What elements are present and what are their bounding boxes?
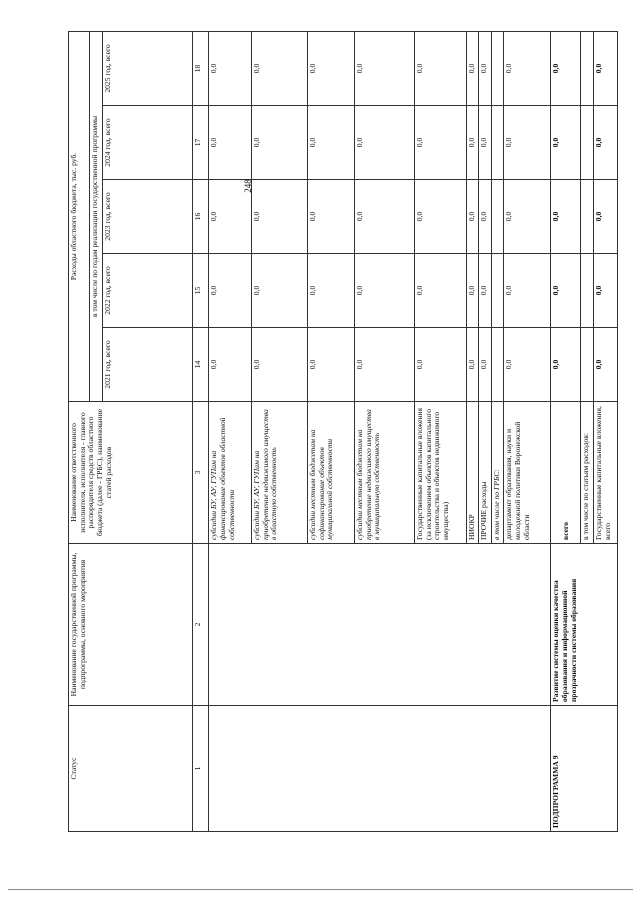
row-value (581, 180, 594, 254)
table-row (209, 31, 252, 831)
row-value: 0,0 (466, 180, 479, 254)
row-label: Государственные капитальные вложения (за исключением объектов капитального строительства и объектов недвижимого имущества) (415, 402, 466, 544)
row-value: 0,0 (415, 254, 466, 328)
row-value: 0,0 (466, 254, 479, 328)
subprogram-row (551, 31, 581, 831)
row-value: 0,0 (307, 31, 354, 105)
row-value: 0,0 (504, 31, 551, 105)
row-value: 0,0 (594, 106, 618, 180)
header-year-2021: 2021 год, всего (103, 328, 193, 402)
row-value (581, 106, 594, 180)
row-value: 0,0 (551, 31, 581, 105)
row-value: 0,0 (466, 328, 479, 402)
page-number: 248 (243, 179, 253, 193)
status-cell-empty (209, 706, 551, 832)
row-label: в том числе по ГРБС: (491, 402, 504, 544)
row-value (491, 106, 504, 180)
row-value: 0,0 (504, 254, 551, 328)
header-name: Наименование государственной программы, подпрограммы, основного мероприятия (69, 544, 193, 706)
row-value: 0,0 (307, 180, 354, 254)
row-value: 0,0 (307, 106, 354, 180)
row-value: 0,0 (551, 254, 581, 328)
row-value (581, 328, 594, 402)
row-label: субсидии БУ, АУ, ГУПам на приобретение недвижимого имущества в областную собственность (252, 402, 308, 544)
row-value (581, 31, 594, 105)
row-value: 0,0 (307, 328, 354, 402)
row-value: 0,0 (209, 31, 252, 105)
row-value: 0,0 (415, 328, 466, 402)
row-value: 0,0 (479, 180, 492, 254)
row-label: в том числе по статьям расходов: (581, 402, 594, 544)
row-value (491, 328, 504, 402)
row-value: 0,0 (355, 328, 415, 402)
col-number: 18 (193, 31, 209, 105)
row-value (581, 254, 594, 328)
subprogram-status: ПОДПРОГРАММА 9 (551, 706, 618, 832)
row-value: 0,0 (594, 180, 618, 254)
col-number: 3 (193, 402, 209, 544)
row-label: субсидии БУ, АУ, ГУПам на финансирование объектов областной собственности (209, 402, 252, 544)
row-value: 0,0 (415, 180, 466, 254)
row-label: департамент образования, науки и молодежной политики Воронежской области (504, 402, 551, 544)
row-value: 0,0 (551, 328, 581, 402)
header-year-2022: 2022 год, всего (103, 254, 193, 328)
row-value: 0,0 (415, 106, 466, 180)
row-value: 0,0 (252, 254, 308, 328)
row-value: 0,0 (504, 106, 551, 180)
row-value: 0,0 (307, 254, 354, 328)
row-value (491, 31, 504, 105)
row-value: 0,0 (252, 31, 308, 105)
row-value: 0,0 (415, 31, 466, 105)
row-value: 0,0 (551, 180, 581, 254)
row-value: 0,0 (594, 328, 618, 402)
row-value: 0,0 (355, 31, 415, 105)
col-number: 15 (193, 254, 209, 328)
row-label: всего (551, 402, 581, 544)
header-budget-group: Расходы областного бюджета, тыс. руб. (69, 31, 90, 401)
row-value: 0,0 (479, 254, 492, 328)
row-value: 0,0 (209, 254, 252, 328)
row-value: 0,0 (252, 180, 308, 254)
col-number: 16 (193, 180, 209, 254)
row-value: 0,0 (504, 328, 551, 402)
row-value: 0,0 (209, 106, 252, 180)
header-status: Статус (69, 706, 193, 832)
row-label: НИОКР (466, 402, 479, 544)
row-value (491, 254, 504, 328)
row-value: 0,0 (594, 31, 618, 105)
row-value: 0,0 (466, 31, 479, 105)
col-number: 14 (193, 328, 209, 402)
row-label: Государственные капитальные вложения, всего (594, 402, 618, 544)
col-number: 1 (193, 706, 209, 832)
row-value: 0,0 (551, 106, 581, 180)
subprogram-name: Развитие системы оценки качества образования и информационной прозрачности системы образования (551, 544, 618, 706)
row-value: 0,0 (479, 31, 492, 105)
row-value: 0,0 (355, 254, 415, 328)
row-value (491, 180, 504, 254)
row-value: 0,0 (466, 106, 479, 180)
row-value: 0,0 (209, 180, 252, 254)
row-value: 0,0 (504, 180, 551, 254)
row-label: субсидии местным бюджетам на софинансирование объектов муниципальной собственности (307, 402, 354, 544)
header-year-2023: 2023 год, всего (103, 180, 193, 254)
col-number: 17 (193, 106, 209, 180)
row-value: 0,0 (355, 106, 415, 180)
row-value: 0,0 (252, 106, 308, 180)
col-number: 2 (193, 544, 209, 706)
header-by-years: в том числе по годам реализации государственной программы (90, 31, 103, 401)
header-year-2024: 2024 год, всего (103, 106, 193, 180)
page-bottom-rule (8, 889, 633, 890)
header-executor: Наименование ответственного исполнителя, исполнителя - главного распорядителя средств областного бюджета (далее - ГРБС), наименование статей расходов (69, 402, 193, 544)
header-year-2025: 2025 год, всего (103, 31, 193, 105)
row-value: 0,0 (209, 328, 252, 402)
row-label: ПРОЧИЕ расходы (479, 402, 492, 544)
budget-table-rotated (68, 32, 618, 832)
row-value: 0,0 (355, 180, 415, 254)
name-cell-empty (209, 544, 551, 706)
row-value: 0,0 (479, 106, 492, 180)
row-value: 0,0 (252, 328, 308, 402)
row-value: 0,0 (594, 254, 618, 328)
budget-table (68, 31, 618, 832)
row-label: субсидии местным бюджетам на приобретение недвижимого имущества в муниципальную собственность (355, 402, 415, 544)
row-value: 0,0 (479, 328, 492, 402)
